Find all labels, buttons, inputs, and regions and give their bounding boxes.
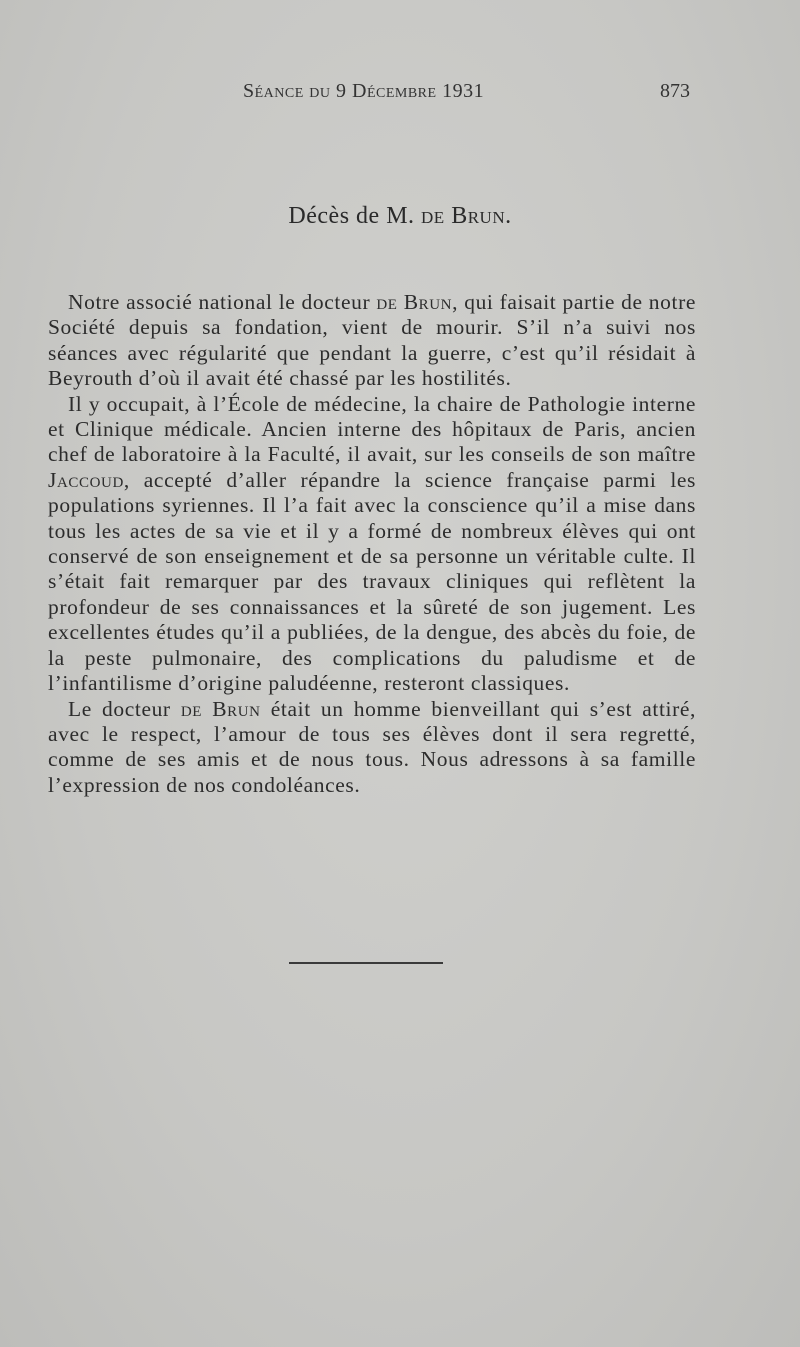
paragraph-3 (48, 697, 696, 799)
title-prefix: Décès de M. (288, 203, 422, 229)
paragraph-2-text-a: Il y occupait, à l’École de médecine, la chaire de Pathologie interne et Clinique médicale. Ancien interne des hôpitaux de Paris, ancien chef de laboratoire à la Faculté, il avait, sur les conseils de son maître (48, 391, 696, 467)
paragraph-3-text-a: Le docteur (68, 696, 181, 721)
paragraph-3-text-b: était un homme bienveillant qui s’est attiré, avec le respect, l’amour de tous ses élèves dont il sera regretté, comme de ses amis et de nous tous. Nous adressons à sa famille l’expression de nos condoléances. (48, 696, 696, 797)
running-head (0, 80, 800, 110)
article-title (0, 203, 800, 230)
page-number: 873 (660, 80, 690, 102)
paragraph-2-name: Jaccoud (48, 467, 124, 492)
paragraph-1-text-b: , qui faisait partie de notre Société depuis sa fondation, vient de mourir. S’il n’a suivi nos séances avec régularité que pendant la guerre, c’est qu’il résidait à Beyrouth d’où il avait été chassé par les hostilités. (48, 290, 696, 391)
paragraph-1 (48, 290, 696, 392)
end-rule-divider (289, 962, 443, 964)
paragraph-3-name: de Brun (180, 696, 261, 721)
paragraph-2 (48, 392, 696, 697)
title-name: de Brun. (421, 203, 512, 229)
running-title: Séance du 9 Décembre 1931 (243, 80, 485, 102)
paragraph-2-text-b: , accepté d’aller répandre la science française parmi les populations syriennes. Il l’a fait avec la conscience qu’il a mise dans tous les actes de sa vie et il y a formé de nombreux élèves qui ont conservé de son enseignement et de sa personne un véritable culte. Il s’était fait remarquer par des travaux cliniques qui reflètent la profondeur de ses connaissances et la sûreté de son jugement. Les excellentes études qu’il a publiées, de la dengue, des abcès du foie, de la peste pulmonaire, des complications du paludisme et de l’infantilisme d’origine paludéenne, resteront classiques. (48, 467, 696, 696)
paragraph-1-text-a: Notre associé national le docteur (68, 290, 377, 314)
paragraph-1-name: de Brun (376, 290, 453, 314)
obituary-text (48, 290, 696, 798)
